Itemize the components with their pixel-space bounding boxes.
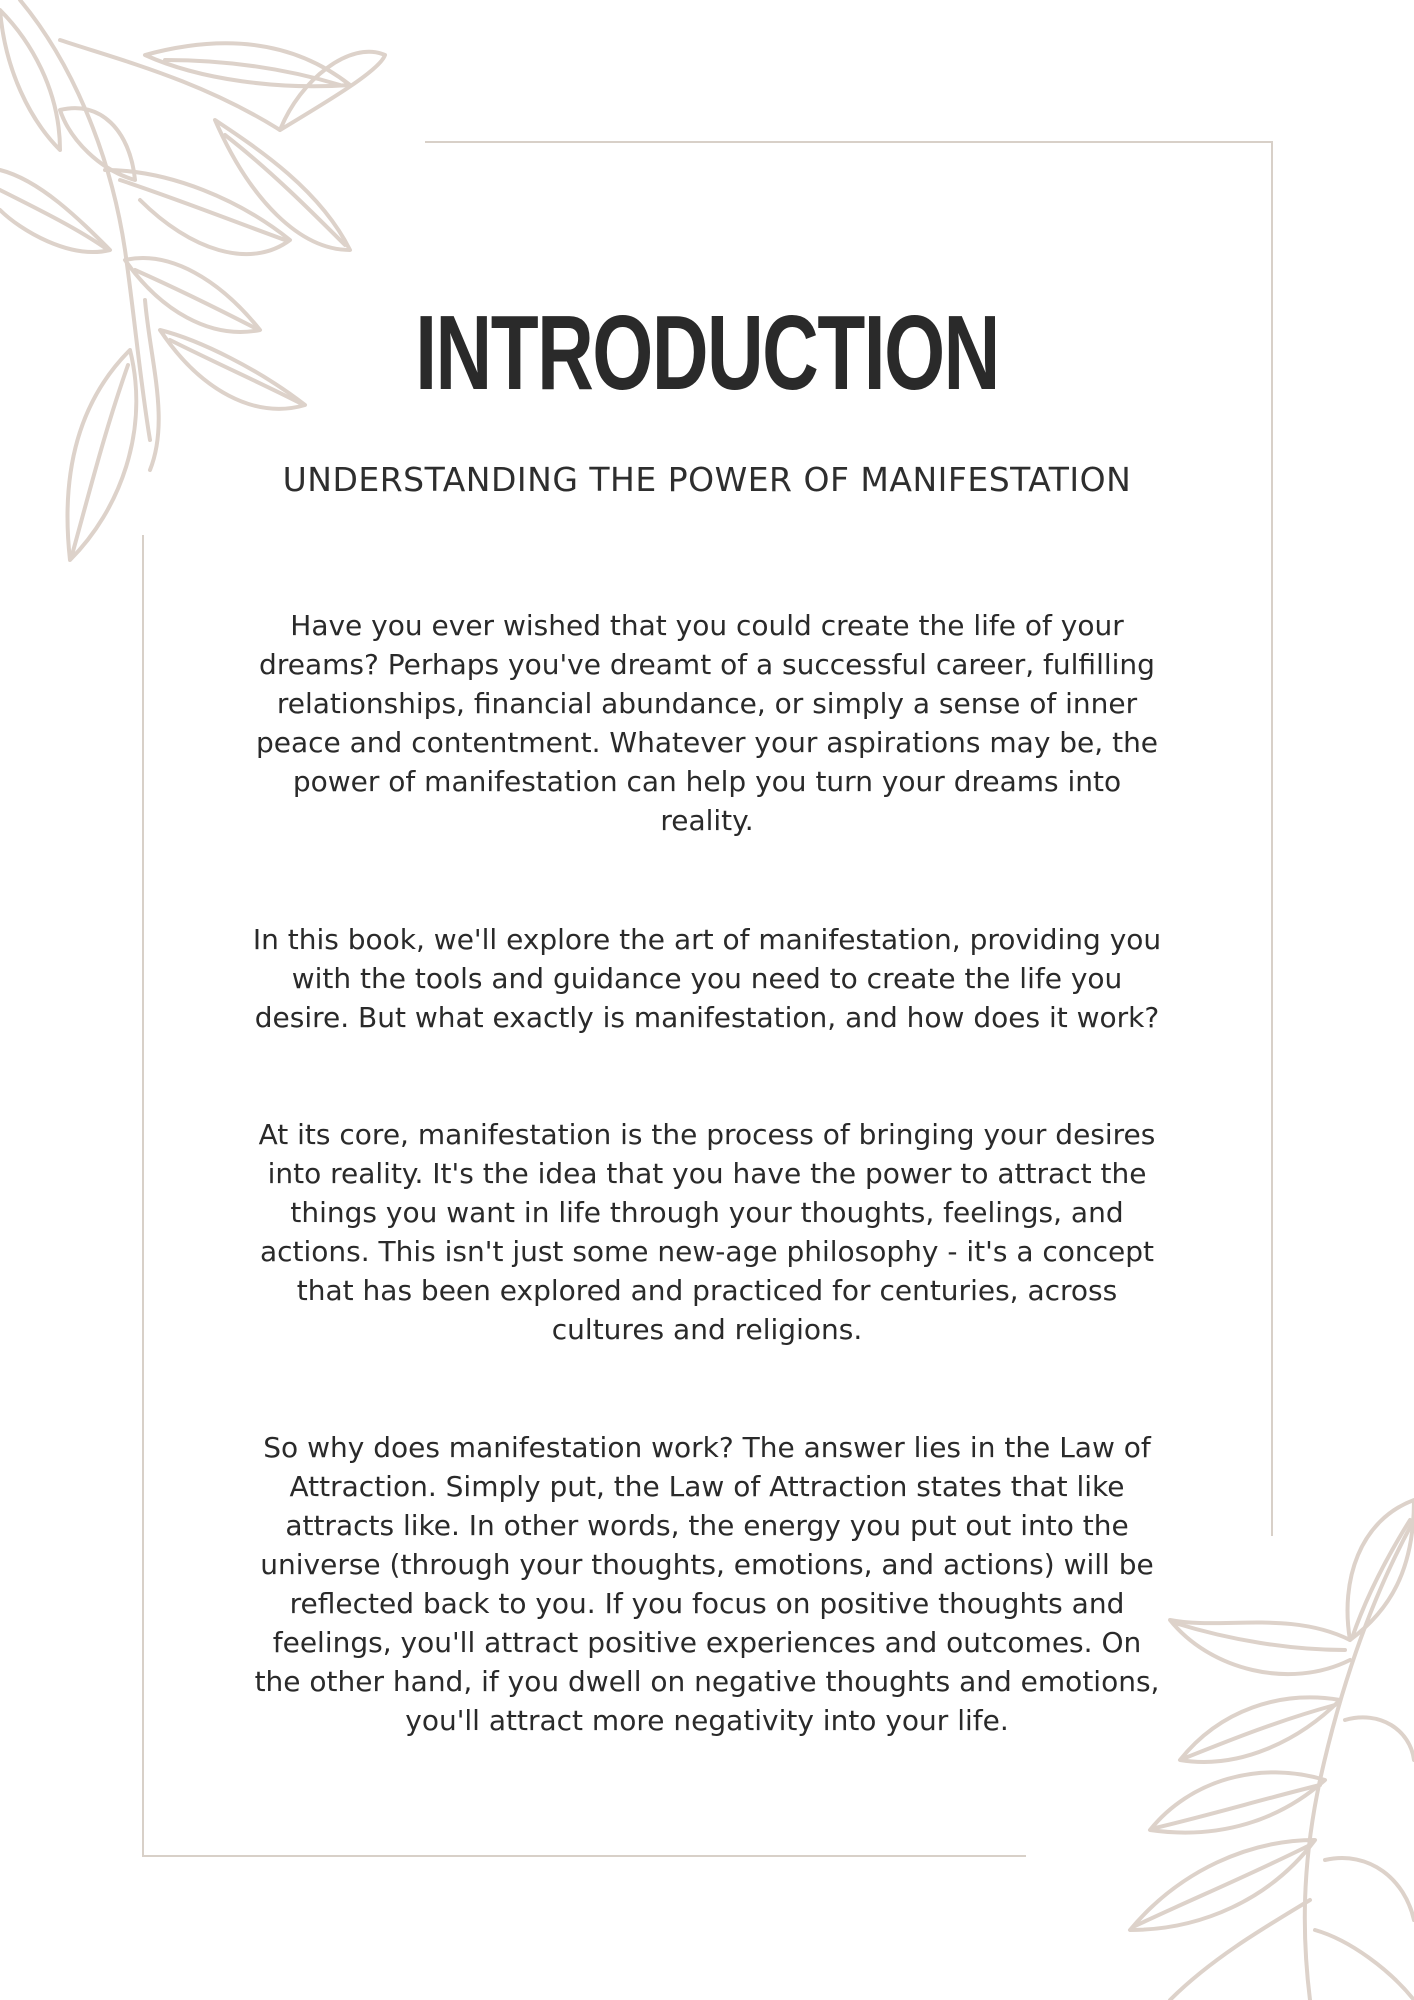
frame-line-bottom bbox=[142, 1855, 1026, 1857]
frame-line-left bbox=[142, 535, 144, 1857]
page-title: INTRODUCTION bbox=[415, 294, 999, 412]
paragraph-4: So why does manifestation work? The answer lies in the Law of Attraction. Simply put, the Law of Attraction states that like attracts like. In other words, the energy you put out into the universe (through your thoughts, emotions, and actions) will be reflected back to you. If you focus on positive thoughts and feelings, you'll attract positive experiences and outcomes. On the other hand, if you dwell on negative thoughts and emotions, you'll attract more negativity into your life. bbox=[254, 1431, 1160, 1737]
paragraph-1: Have you ever wished that you could create the life of your dreams? Perhaps you've dreamt of a successful career, fulfilling relationships, financial abundance, or simply a sense of inner peace and contentment. Whatever your aspirations may be, the power of manifestation can help you turn your dreams into reality. bbox=[255, 609, 1159, 837]
page-subtitle: UNDERSTANDING THE POWER OF MANIFESTATION bbox=[282, 460, 1132, 499]
paragraph-2: In this book, we'll explore the art of manifestation, providing you with the tools and guidance you need to create the life you desire. But what exactly is manifestation, and how does it work? bbox=[252, 923, 1162, 1034]
frame-line-right bbox=[1271, 141, 1273, 1536]
paragraph-3: At its core, manifestation is the process of bringing your desires into reality. It's the idea that you have the power to attract the things you want in life through your thoughts, feelings, and actions. This isn't just some new-age philosophy - it's a concept that has been explored and practiced for centuries, across cultures and religions. bbox=[258, 1118, 1156, 1346]
frame-line-top bbox=[425, 141, 1273, 143]
